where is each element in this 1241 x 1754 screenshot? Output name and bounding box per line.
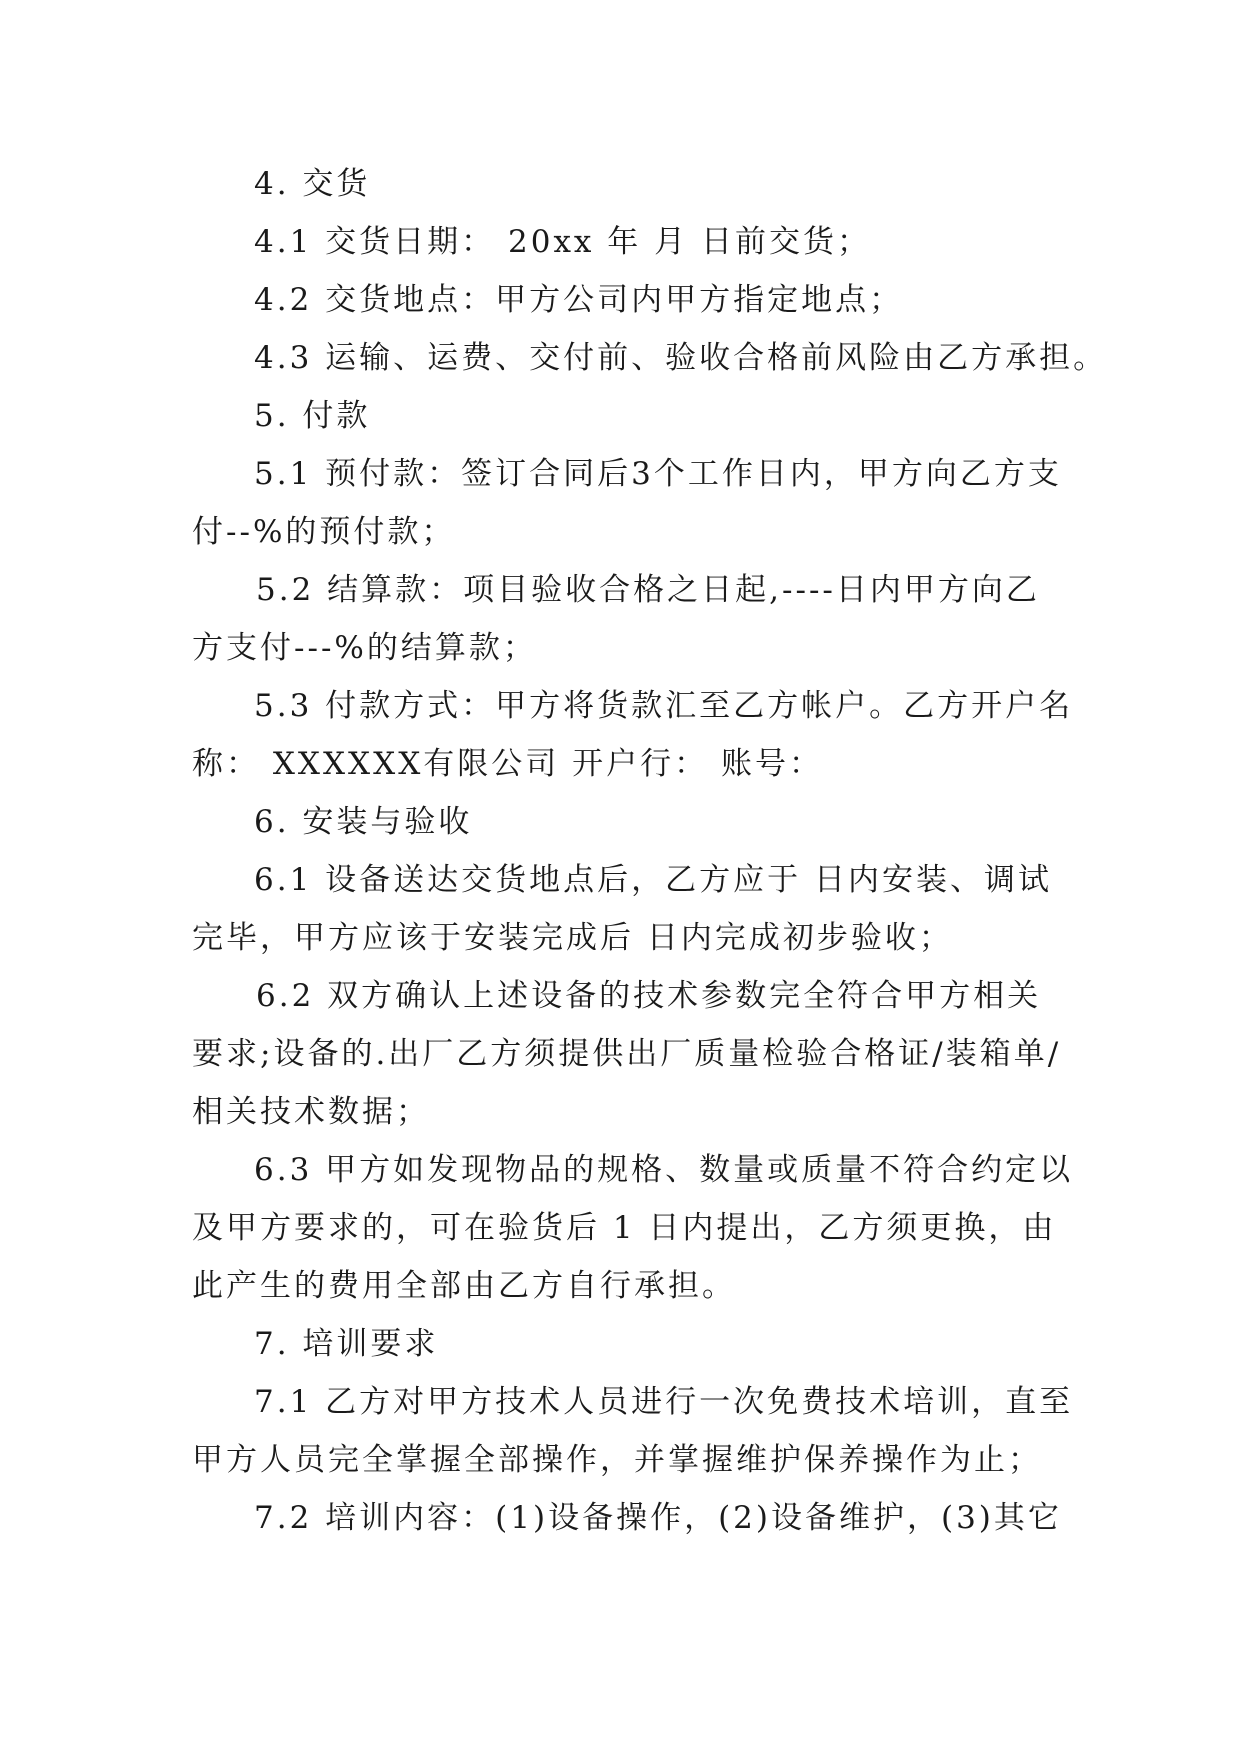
- heading-installation: 6. 安装与验收: [254, 804, 473, 840]
- heading-payment: 5. 付款: [254, 398, 371, 434]
- clause-6-2: 6.2 双方确认上述设备的技术参数完全符合甲方相关: [256, 978, 1042, 1014]
- clause-5-2: 5.2 结算款：项目验收合格之日起,----日内甲方向乙: [256, 572, 1040, 608]
- clause-5-1: 5.1 预付款：签订合同后3个工作日内，甲方向乙方支: [254, 456, 1062, 492]
- clause-6-2-cont2: 相关技术数据；: [192, 1094, 430, 1130]
- clause-5-3-cont: 称： XXXXXX有限公司 开户行： 账号：: [192, 746, 823, 782]
- clause-4-2: 4.2 交货地点：甲方公司内甲方指定地点；: [254, 282, 904, 318]
- clause-4-1: 4.1 交货日期： 20xx 年 月 日前交货；: [254, 224, 871, 260]
- clause-5-1-cont: 付--%的预付款；: [192, 514, 456, 550]
- clause-5-3: 5.3 付款方式：甲方将货款汇至乙方帐户。乙方开户名: [254, 688, 1074, 724]
- clause-6-3-cont: 及甲方要求的，可在验货后 1 日内提出，乙方须更换，由: [192, 1210, 1057, 1246]
- clause-6-1-cont: 完毕，甲方应该于安装完成后 日内完成初步验收；: [192, 920, 953, 956]
- clause-5-2-cont: 方支付---%的结算款；: [192, 630, 537, 666]
- clause-7-1-cont: 甲方人员完全掌握全部操作，并掌握维护保养操作为止；: [192, 1442, 1042, 1478]
- clause-6-2-cont: 要求;设备的.出厂乙方须提供出厂质量检验合格证/装箱单/: [192, 1036, 1062, 1072]
- clause-7-1: 7.1 乙方对甲方技术人员进行一次免费技术培训，直至: [254, 1384, 1074, 1420]
- clause-4-3: 4.3 运输、运费、交付前、验收合格前风险由乙方承担。: [254, 340, 1108, 376]
- clause-6-3: 6.3 甲方如发现物品的规格、数量或质量不符合约定以: [254, 1152, 1074, 1188]
- clause-6-3-cont2: 此产生的费用全部由乙方自行承担。: [192, 1268, 736, 1304]
- heading-training: 7. 培训要求: [254, 1326, 439, 1362]
- clause-7-2: 7.2 培训内容：(1)设备操作，(2)设备维护，(3)其它: [254, 1500, 1062, 1536]
- heading-delivery: 4. 交货: [254, 166, 371, 202]
- clause-6-1: 6.1 设备送达交货地点后，乙方应于 日内安装、调试: [254, 862, 1053, 898]
